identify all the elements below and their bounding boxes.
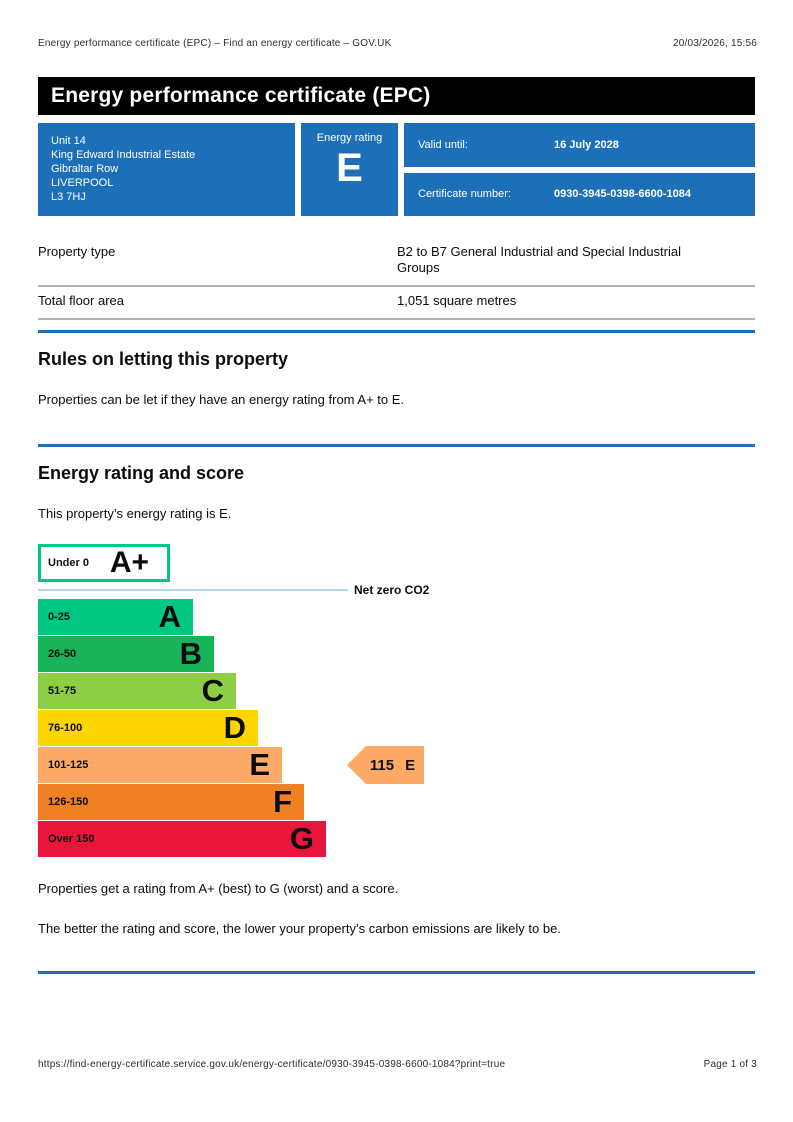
epc-band-a-plus xyxy=(38,544,170,582)
row-label: Total floor area xyxy=(38,286,397,319)
table-row xyxy=(38,286,755,319)
band-range: 101-125 xyxy=(48,759,89,771)
score-pointer xyxy=(347,746,424,784)
summary-row xyxy=(38,123,755,216)
print-header-datetime: 20/03/2026, 15:56 xyxy=(672,38,757,49)
epc-band-c xyxy=(38,673,236,709)
rules-body: Properties can be let if they have an energy rating from A+ to E. xyxy=(38,392,405,407)
row-label: Property type xyxy=(38,238,397,286)
section-divider xyxy=(38,971,755,974)
row-value: B2 to B7 General Industrial and Special Industrial Groups xyxy=(397,244,682,275)
print-footer-url: https://find-energy-certificate.service.gov.uk/energy-certificate/0930-3945-0398-6600-1084?print=true xyxy=(38,1059,506,1070)
section-divider xyxy=(38,330,755,333)
epc-band-a xyxy=(38,599,193,635)
print-header-title: Energy performance certificate (EPC) – Find an energy certificate – GOV.UK xyxy=(38,38,392,49)
certificate-number-box xyxy=(404,173,755,217)
net-zero-line xyxy=(38,589,348,591)
epc-band-f xyxy=(38,784,304,820)
epc-band-g xyxy=(38,821,326,857)
rating-heading: Energy rating and score xyxy=(38,463,245,483)
certificate-number-label: Certificate number: xyxy=(418,188,511,201)
rating-outro-2: The better the rating and score, the lower your property’s carbon emissions are likely to be. xyxy=(38,921,561,936)
band-range: 26-50 xyxy=(48,648,77,660)
certificate-meta-column xyxy=(404,123,755,216)
energy-rating-value: E xyxy=(336,146,363,190)
address-line: King Edward Industrial Estate xyxy=(51,149,196,161)
band-range: 0-25 xyxy=(48,611,71,623)
page-title: Energy performance certificate (EPC) xyxy=(51,84,431,107)
property-details-table xyxy=(38,238,755,320)
band-letter: A xyxy=(158,599,181,634)
address-line: LIVERPOOL xyxy=(51,177,114,189)
certificate-banner xyxy=(38,77,755,115)
row-value: 1,051 square metres xyxy=(397,293,517,308)
address-line: Unit 14 xyxy=(51,135,86,147)
energy-rating-box xyxy=(301,123,398,216)
band-letter: D xyxy=(223,710,246,745)
band-letter: C xyxy=(201,673,224,708)
browser-print-footer xyxy=(38,1059,757,1070)
certificate-number-value: 0930-3945-0398-6600-1084 xyxy=(554,188,692,201)
band-range: 51-75 xyxy=(48,685,77,697)
epc-band-b xyxy=(38,636,214,672)
valid-until-value: 16 July 2028 xyxy=(554,138,619,151)
table-row xyxy=(38,238,755,286)
score-letter: E xyxy=(405,756,416,774)
band-letter: A+ xyxy=(109,546,149,579)
pointer-text xyxy=(361,746,424,784)
band-letter: B xyxy=(179,636,202,671)
certificate-content xyxy=(38,77,755,974)
band-letter: F xyxy=(273,784,292,819)
band-range: Over 150 xyxy=(48,833,95,845)
rating-intro: This property’s energy rating is E. xyxy=(38,506,232,521)
property-address xyxy=(38,123,295,216)
address-line: L3 7HJ xyxy=(51,191,86,203)
epc-band-d xyxy=(38,710,258,746)
browser-print-header xyxy=(38,38,757,49)
valid-until-label: Valid until: xyxy=(418,138,468,151)
print-footer-page: Page 1 of 3 xyxy=(703,1059,757,1070)
band-range: 126-150 xyxy=(48,796,89,808)
band-letter: E xyxy=(249,747,270,782)
valid-until-box xyxy=(404,123,755,167)
energy-rating-label: Energy rating xyxy=(316,132,383,144)
score-value: 115 xyxy=(369,756,395,774)
net-zero-label: Net zero CO2 xyxy=(354,583,430,597)
address-line: Gibraltar Row xyxy=(51,163,119,175)
band-letter: G xyxy=(289,821,314,856)
band-range: Under 0 xyxy=(48,557,89,569)
epc-chart xyxy=(38,544,755,859)
band-range: 76-100 xyxy=(48,722,83,734)
rating-outro-1: Properties get a rating from A+ (best) to G (worst) and a score. xyxy=(38,881,399,896)
section-divider xyxy=(38,444,755,447)
epc-band-e xyxy=(38,747,282,783)
rules-heading: Rules on letting this property xyxy=(38,349,289,369)
